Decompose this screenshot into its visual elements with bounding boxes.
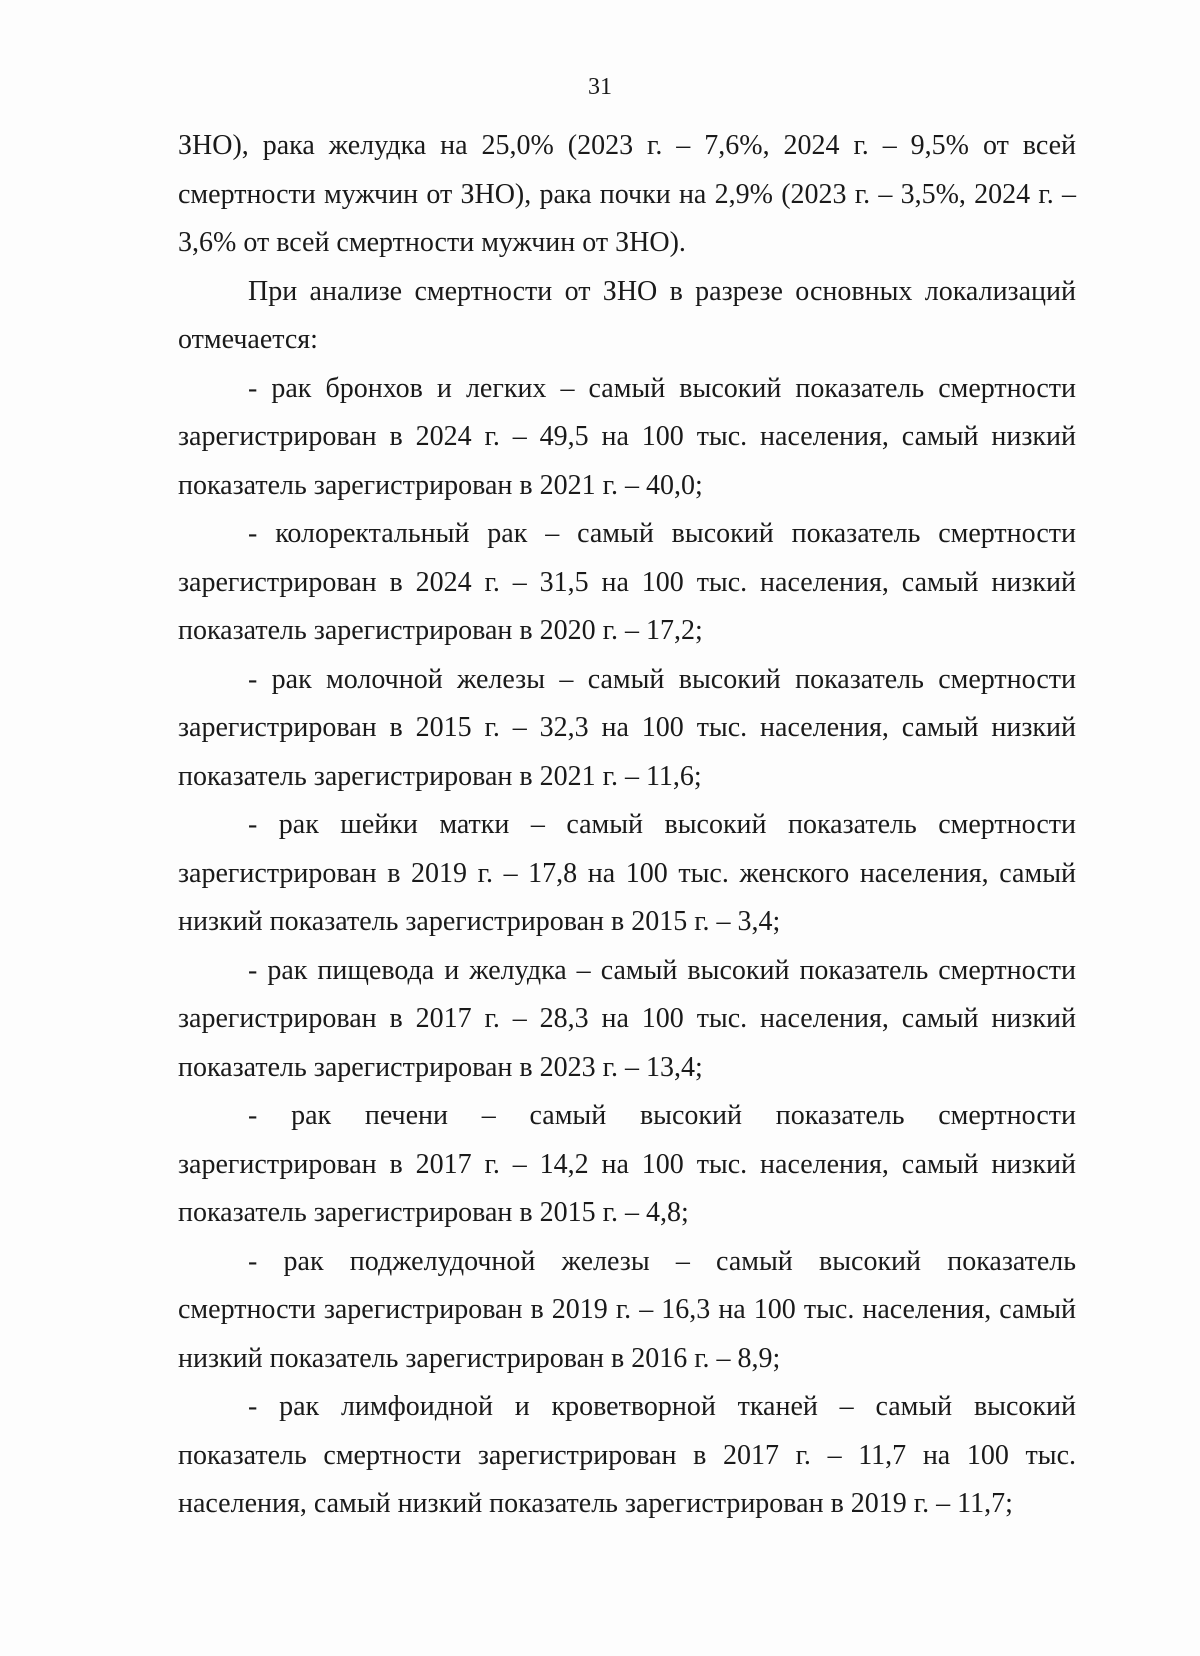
list-item-esophagus-stomach-cancer: - рак пищевода и желудка – самый высокий показатель смертности зарегистрирован в 2017 г. – 28,3 на 100 тыс. населения, самый низкий показатель зарегистрирован в 2023 г. – 13,4; [178, 954, 1076, 1083]
list-item-lung-cancer: - рак бронхов и легких – самый высокий показатель смертности зарегистрирован в 2024 г. – 49,5 на 100 тыс. населения, самый низкий показатель зарегистрирован в 2021 г. – 40,0; [178, 372, 1076, 501]
list-item-liver-cancer: - рак печени – самый высокий показатель смертности зарегистрирован в 2017 г. – 14,2 на 100 тыс. населения, самый низкий показатель зарегистрирован в 2015 г. – 4,8; [178, 1100, 1076, 1228]
paragraph-intro-continuation: ЗНО), рака желудка на 25,0% (2023 г. – 7,6%, 2024 г. – 9,5% от всей смертности мужчин от ЗНО), рака почки на 2,9% (2023 г. – 3,5%, 2024 г. – 3,6% от всей смертности мужчин от ЗНО). [178, 130, 1076, 258]
list-item-colorectal-cancer: - колоректальный рак – самый высокий показатель смертности зарегистрирован в 2024 г. – 31,5 на 100 тыс. населения, самый низкий показатель зарегистрирован в 2020 г. – 17,2; [178, 518, 1076, 646]
paragraph-analysis-lead: При анализе смертности от ЗНО в разрезе основных локализаций отмечается: [178, 275, 1076, 355]
list-item-lymphoid-hematopoietic-cancer: - рак лимфоидной и кроветворной тканей – самый высокий показатель смертности зарегистрирован в 2017 г. – 11,7 на 100 тыс. населения, самый низкий показатель зарегистрирован в 2019 г. – 11,7; [178, 1391, 1076, 1519]
list-item-pancreatic-cancer: - рак поджелудочной железы – самый высокий показатель смертности зарегистрирован в 2019 г. – 16,3 на 100 тыс. населения, самый низкий показатель зарегистрирован в 2016 г. – 8,9; [178, 1245, 1076, 1374]
list-item-breast-cancer: - рак молочной железы – самый высокий показатель смертности зарегистрирован в 2015 г. – 32,3 на 100 тыс. населения, самый низкий показатель зарегистрирован в 2021 г. – 11,6; [178, 663, 1076, 792]
body-text [178, 122, 1076, 1529]
list-item-cervical-cancer: - рак шейки матки – самый высокий показатель смертности зарегистрирован в 2019 г. – 17,8 на 100 тыс. женского населения, самый низкий показатель зарегистрирован в 2015 г. – 3,4; [178, 809, 1076, 937]
page-number: 31 [588, 74, 612, 100]
